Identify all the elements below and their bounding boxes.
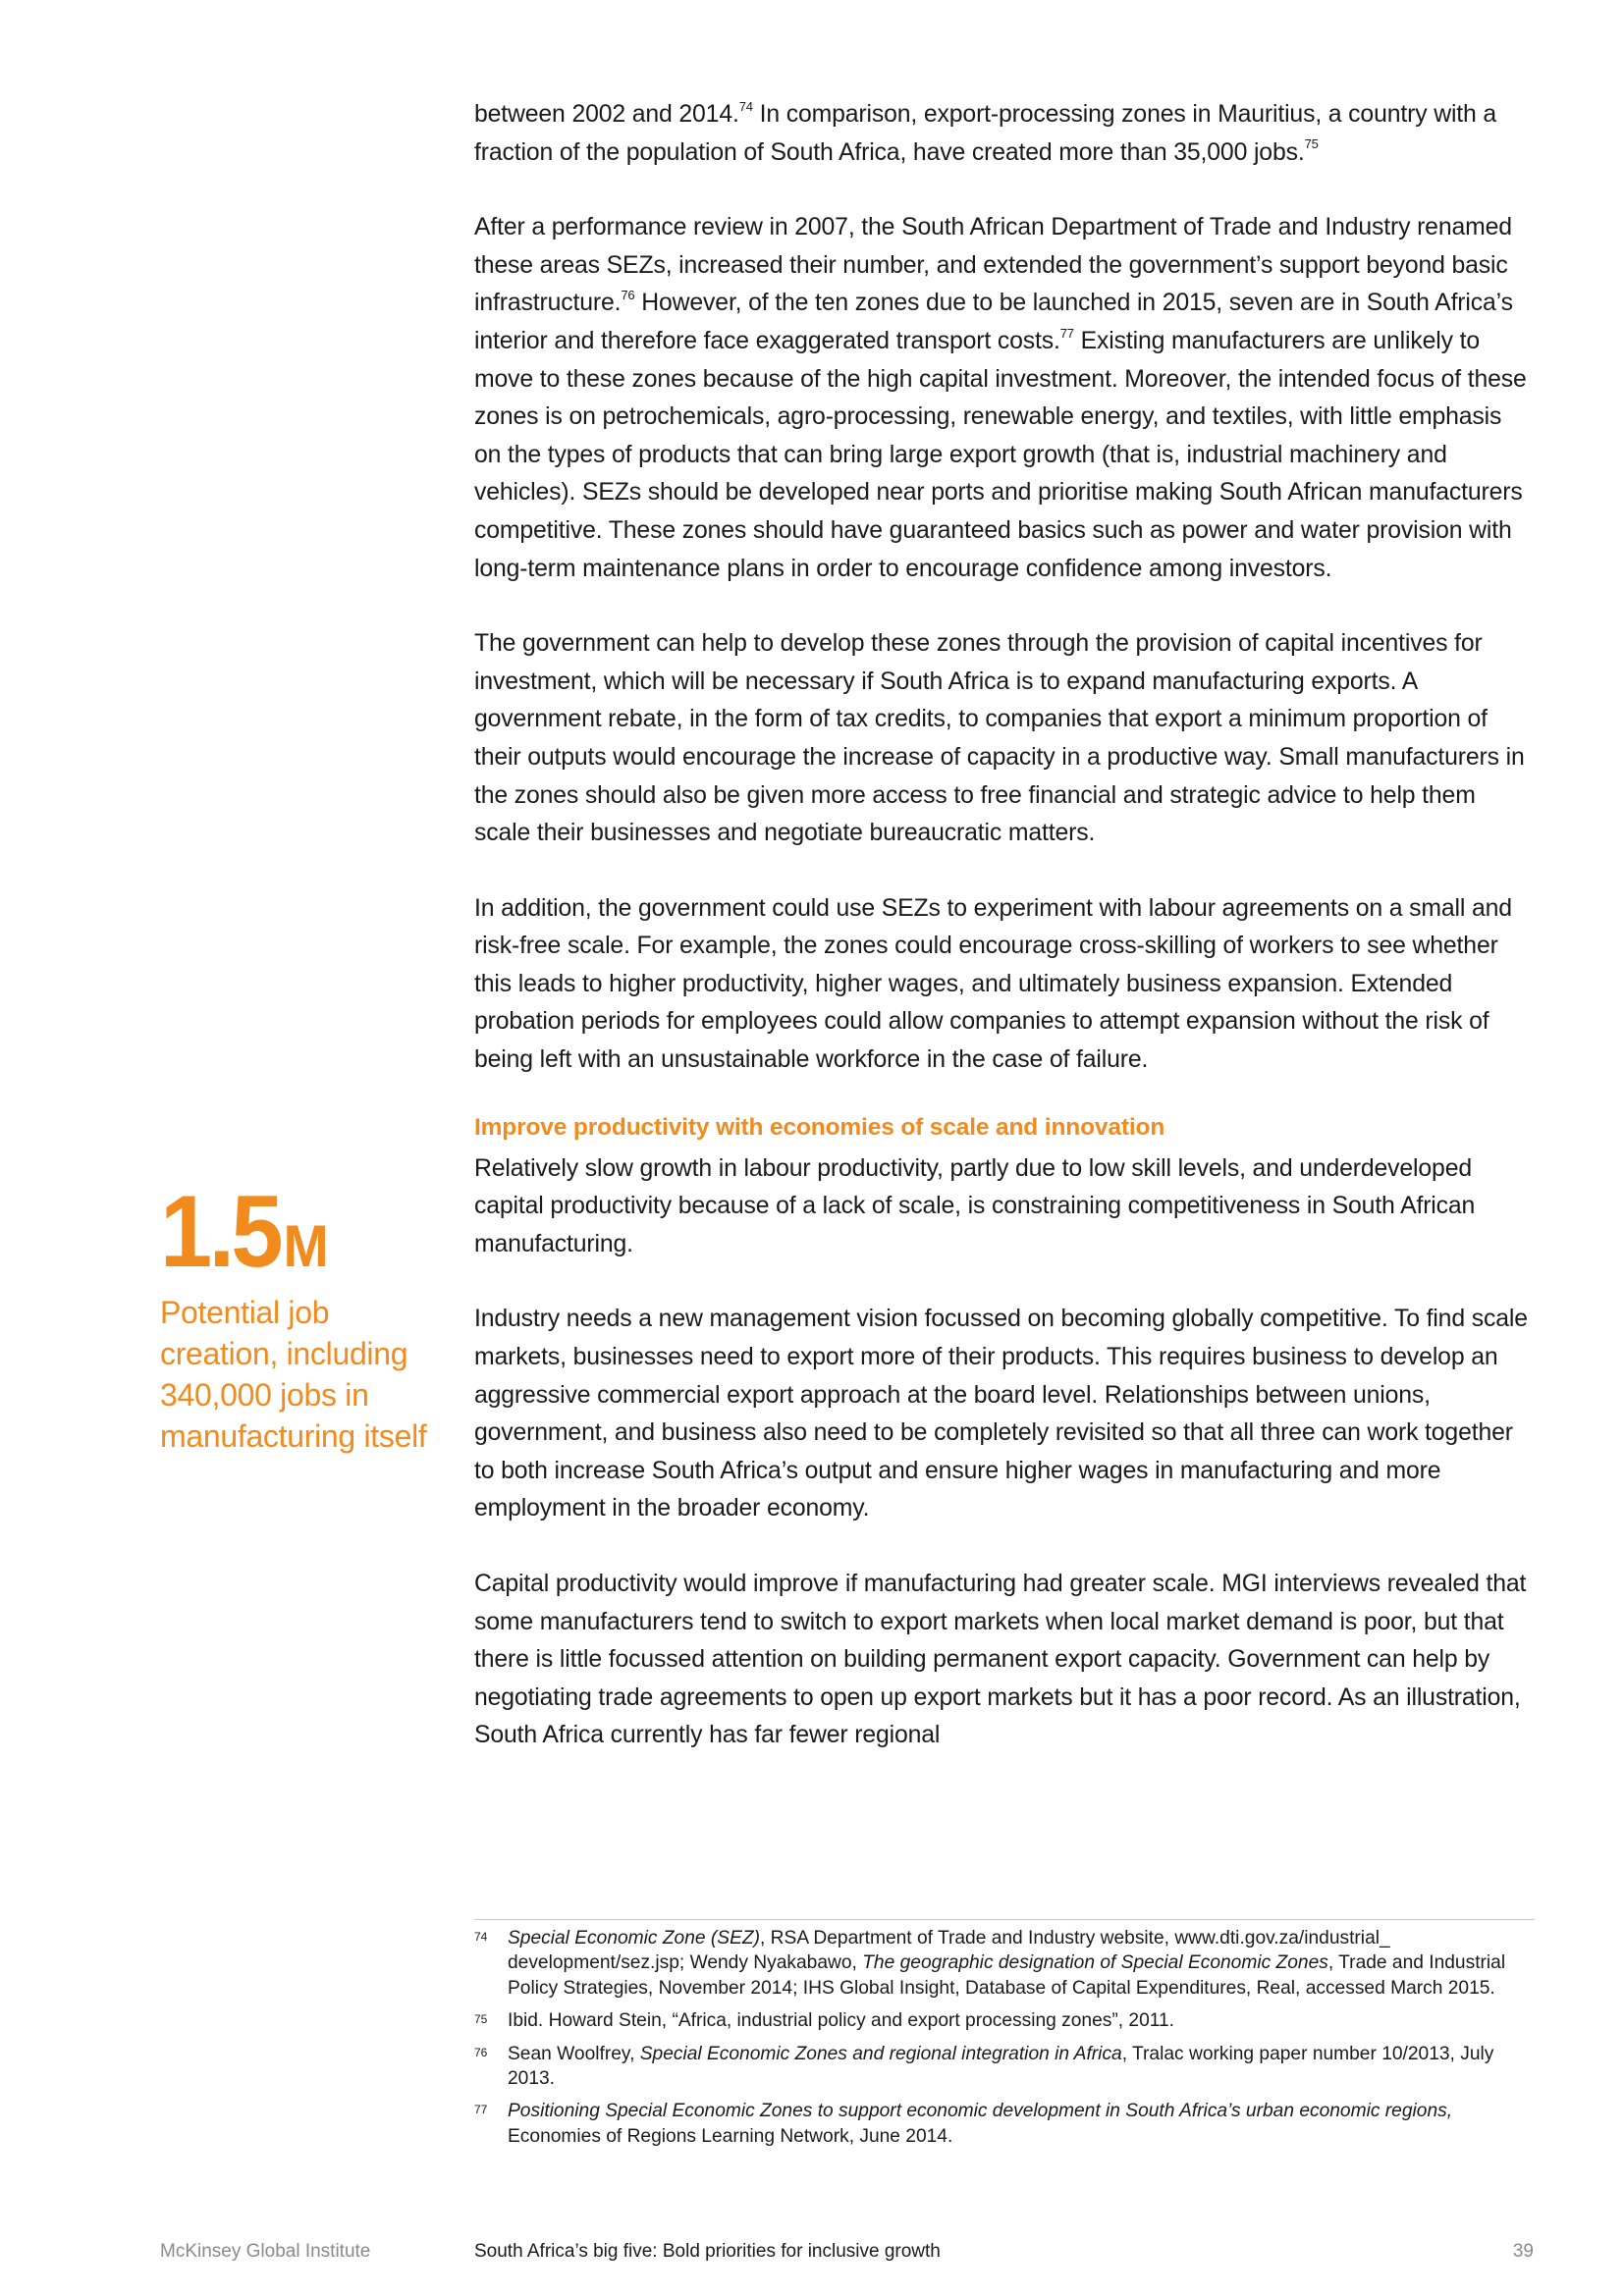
page-number: 39 <box>1512 2241 1534 2262</box>
paragraph-2: After a performance review in 2007, the South African Department of Trade and Industry renamed these areas SEZs, increased their number, and extended the government’s support beyond basic infrastructure.$^{76}$ However, of the ten zones due to be launched in 2015, seven are in South Africa’s interior and therefore face exaggerated transport costs.$^{77}$ Existing manufacturers are unlikely to move to these zones because of the high capital investment. Moreover, the intended focus of these zones is on petrochemicals, agro-processing, renewable energy, and textiles, with little emphasis on the types of products that can bring large export growth (that is, industrial machinery and vehicles). SEZs should be developed near ports and prioritise making South African manufacturers competitive. These zones should have guaranteed basics such as power and water provision with long-term maintenance plans in order to encourage confidence among investors. <box>474 214 1527 582</box>
footnote-ref-75[interactable]: 75 <box>1304 136 1319 152</box>
stat-figure <box>160 1175 413 1296</box>
paragraph-7: Capital productivity would improve if manufacturing had greater scale. MGI interviews revealed that some manufacturers tend to switch to export markets when local market demand is poor, but that there is little focussed attention on building permanent export capacity. Government can help by negotiating trade agreements to open up export markets but it has a poor record. As an illustration, South Africa currently has far fewer regional <box>474 1571 1527 1749</box>
footnote-number: 76 <box>474 2045 488 2059</box>
footnote-75: 75 Ibid. Howard Stein, “Africa, industrial policy and export processing zones”, 2011. <box>474 2008 1535 2033</box>
paragraph-4: In addition, the government could use SEZs to experiment with labour agreements on a small and risk-free scale. For example, the zones could encourage cross-skilling of workers to see whether this leads to higher productivity, higher wages, and ultimately business expansion. Extended probation periods for employees could allow companies to attempt expansion without the risk of being left with an unsustainable workforce in the case of failure. <box>474 894 1512 1074</box>
paragraph-6: Industry needs a new management vision focussed on becoming globally competitive. To find scale markets, businesses need to export more of their products. This requires business to develop an aggressive commercial export approach at the board level. Relationships between unions, government, and business also need to be completely revisited so that all three can work together to both increase South Africa’s output and ensure higher wages in manufacturing and more employment in the broader economy. <box>474 1306 1528 1522</box>
footnote-number: 75 <box>474 2012 488 2027</box>
sidebar-callout <box>160 1175 435 1457</box>
paragraph-1: between 2002 and 2014.74 In comparison, export-processing zones in Mauritius, a country with a fraction of the population of South Africa, have created more than 35,000 jobs.$^{75}$ <box>474 98 1497 166</box>
footer-report-title: South Africa’s big five: Bold priorities for inclusive growth <box>474 2241 941 2262</box>
footnote-74: 74 Special Economic Zone (SEZ), RSA Department of Trade and Industry website, www.dti.gov.za/industrial_ development/sez.jsp; Wendy Nyakabawo, The geographic designation of Special Economic Zones, Trade and Industrial Policy Strategies, November 2014; IHS Global Insight, Database of Capital Expenditures, Real, accessed March 2015. <box>474 1926 1535 2001</box>
footnote-ref-76[interactable]: 76 <box>621 288 635 303</box>
footer-publisher: McKinsey Global Institute <box>160 2241 371 2262</box>
footnote-number: 77 <box>474 2103 488 2117</box>
section-subheading: Improve productivity with economies of scale and innovation <box>474 1113 1165 1141</box>
footnote-ref-77[interactable]: 77 <box>1059 325 1074 341</box>
main-body <box>474 96 1535 1792</box>
footnote-ref-74[interactable]: 74 <box>738 98 753 114</box>
footnote-77: 77 Positioning Special Economic Zones to support economic development in South Africa’s urban economic regions, Economies of Regions Learning Network, June 2014. <box>474 2099 1535 2149</box>
footnote-76: 76 Sean Woolfrey, Special Economic Zones and regional integration in Africa, Tralac working paper number 10/2013, July 2013. <box>474 2042 1535 2092</box>
stat-value: 1.5 <box>160 1175 280 1289</box>
paragraph-3: The government can help to develop these zones through the provision of capital incentives for investment, which will be necessary if South Africa is to expand manufacturing exports. A government rebate, in the form of tax credits, to companies that export a minimum proportion of their outputs would encourage the increase of capacity in a productive way. Small manufacturers in the zones should also be given more access to free financial and strategic advice to help them scale their businesses and negotiate bureaucratic matters. <box>474 630 1525 847</box>
footnote-number: 74 <box>474 1930 488 1944</box>
footnote-divider <box>474 1919 1535 1920</box>
footnotes <box>474 1926 1535 2157</box>
stat-unit: M <box>283 1213 329 1279</box>
paragraph-5: Relatively slow growth in labour productivity, partly due to low skill levels, and underdeveloped capital productivity because of a lack of scale, is constraining competitiveness in South African manufacturing. <box>474 1154 1476 1257</box>
stat-caption: Potential job creation, including 340,000 jobs in manufacturing itself <box>160 1295 427 1454</box>
